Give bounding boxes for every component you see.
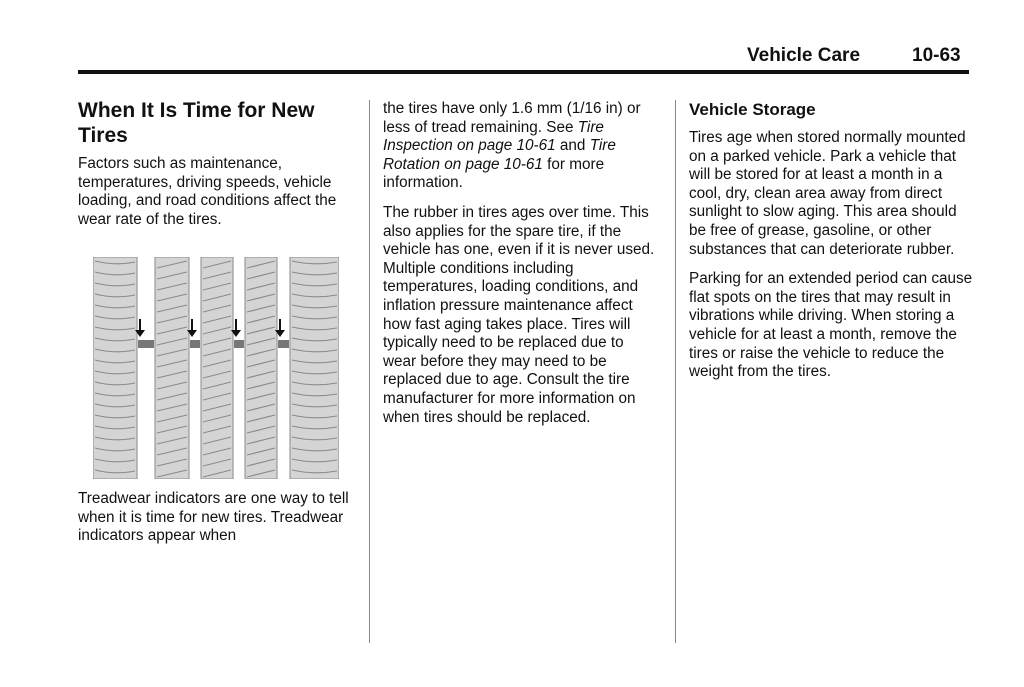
- tread-rib: [290, 257, 339, 479]
- storage-paragraph-1: Tires age when stored normally mounted on a parked vehicle. Park a vehicle that will be stored for at least a month in a cool, dry, clean area away from direct sunlight to slow aging. This area should be free of grease, gasoline, or other substances that can deteriorate rubber.: [689, 129, 966, 258]
- section-title: Vehicle Care: [747, 45, 861, 66]
- tread-rib: [201, 257, 233, 479]
- text-run: and: [555, 137, 590, 155]
- storage-paragraph-2: Parking for an extended period can cause flat spots on the tires that may result in vibrations while driving. When storing a vehicle for at least a month, remove the tires or raise the vehicle to reduce the weight from the tires.: [689, 270, 973, 381]
- link-tire-inspection[interactable]: Tire Inspection on page 10-61: [383, 118, 604, 155]
- treadwear-indicator-figure: [93, 257, 339, 479]
- page-number: 10-63: [912, 45, 961, 66]
- treadwear-bar: [138, 340, 154, 348]
- column-3: [689, 100, 974, 393]
- tread-rib: [93, 257, 137, 479]
- treadwear-bar: [278, 340, 289, 348]
- column-1: [78, 98, 358, 240]
- tire-aging-paragraph: The rubber in tires ages over time. This also applies for the spare tire, if the vehicle has one, even if it is never used. Multiple conditions including temperatures, loading conditions, and inflation pressure maintenance affect how fast aging takes place. Tires will typically need to be replaced due to wear before they may need to be replaced due to age. Consult the tire manufacturer for more information on when tires should be replaced.: [383, 203, 655, 426]
- treadwear-bar: [190, 340, 200, 348]
- column-divider-1: [369, 100, 370, 643]
- tread-rib: [245, 257, 277, 479]
- link-tire-rotation[interactable]: Tire Rotation on page 10-61: [383, 137, 616, 173]
- tread-depth-paragraph: [383, 100, 658, 193]
- treadwear-paragraph: Treadwear indicators are one way to tell when it is time for new tires. Treadwear indicators appear when: [78, 490, 349, 545]
- text-run: the tires have only 1.6 mm (1/16 in) or less of tread remaining. See: [383, 100, 641, 136]
- column-divider-2: [675, 100, 676, 643]
- intro-paragraph: Factors such as maintenance, temperatures, driving speeds, vehicle loading, and road conditions affect the wear rate of the tires.: [78, 155, 337, 228]
- column-2: [383, 100, 658, 438]
- tread-rib: [155, 257, 189, 479]
- section-heading: When It Is Time for New Tires: [78, 99, 315, 147]
- vehicle-storage-heading: Vehicle Storage: [689, 100, 816, 119]
- treadwear-bar: [234, 340, 244, 348]
- header-rule: [78, 70, 969, 74]
- tire-tread-pattern: [93, 257, 339, 479]
- text-run: for more information.: [383, 155, 605, 192]
